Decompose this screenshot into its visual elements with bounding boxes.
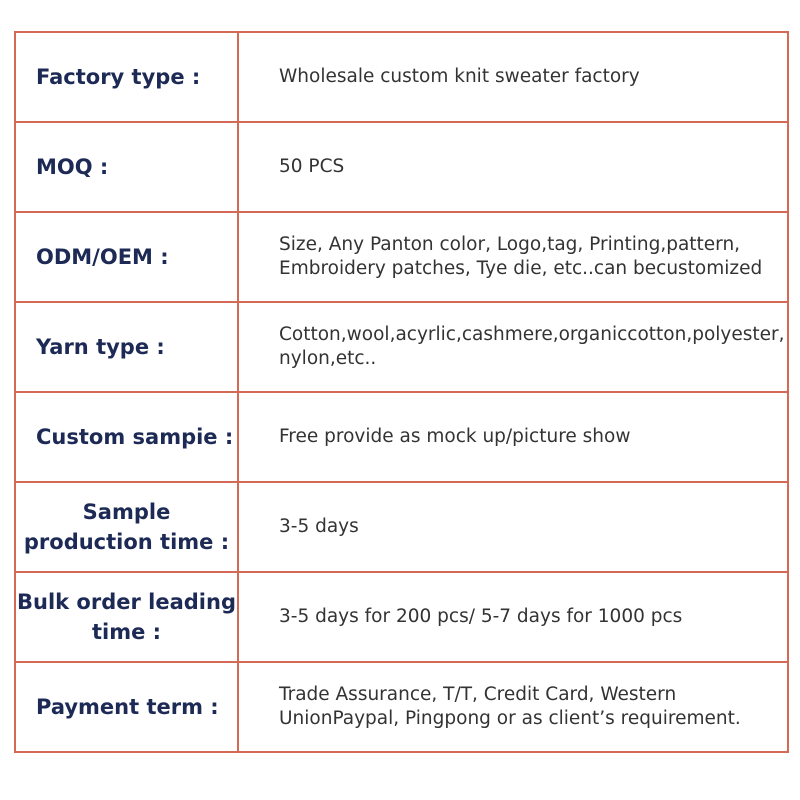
- row-value-cell: [238, 572, 788, 662]
- factory-type-label: Factory type :: [36, 65, 201, 89]
- table-row-factory-type: [15, 32, 788, 122]
- row-label-cell: [15, 302, 238, 392]
- row-label-cell: [15, 572, 238, 662]
- row-value-cell: [238, 122, 788, 212]
- custom-sample-value: Free provide as mock up/picture show: [279, 426, 631, 447]
- payment-term-value: Trade Assurance, T/T, Credit Card, Western UnionPaypal, Pingpong or as client’s requirement.: [279, 684, 741, 729]
- row-value-cell: [238, 32, 788, 122]
- yarn-type-value: Cotton,wool,acyrlic,cashmere,organiccotton,polyester, nylon,etc..: [279, 324, 785, 369]
- odm-oem-label: ODM/OEM :: [36, 245, 169, 269]
- table-row-payment-term: [15, 662, 788, 752]
- product-spec-table: [14, 31, 789, 753]
- sample-production-time-label: Sample production time :: [23, 500, 230, 554]
- moq-value: 50 PCS: [279, 156, 345, 177]
- row-value-cell: [238, 392, 788, 482]
- moq-label: MOQ :: [36, 155, 109, 179]
- row-label-cell: [15, 32, 238, 122]
- row-label-cell: [15, 482, 238, 572]
- row-value-cell: [238, 482, 788, 572]
- bulk-order-leading-time-value: 3-5 days for 200 pcs/ 5-7 days for 1000 pcs: [279, 606, 683, 627]
- row-value-cell: [238, 302, 788, 392]
- table-row-odm-oem: [15, 212, 788, 302]
- yarn-type-label: Yarn type :: [36, 335, 165, 359]
- row-label-cell: [15, 392, 238, 482]
- sample-production-time-value: 3-5 days: [279, 516, 359, 537]
- custom-sample-label: Custom sampie :: [36, 425, 234, 449]
- payment-term-label: Payment term :: [36, 695, 219, 719]
- row-value-cell: [238, 212, 788, 302]
- table-row-yarn-type: [15, 302, 788, 392]
- bulk-order-leading-time-label: Bulk order leading time :: [17, 590, 236, 644]
- table-row-bulk-order-leading-time: [15, 572, 788, 662]
- factory-type-value: Wholesale custom knit sweater factory: [279, 66, 640, 87]
- row-value-cell: [238, 662, 788, 752]
- table-row-sample-production-time: [15, 482, 788, 572]
- table-row-moq: [15, 122, 788, 212]
- table-row-custom-sample: [15, 392, 788, 482]
- odm-oem-value: Size, Any Panton color, Logo,tag, Printing,pattern, Embroidery patches, Tye die, etc..can becustomized: [279, 234, 763, 279]
- row-label-cell: [15, 122, 238, 212]
- row-label-cell: [15, 662, 238, 752]
- row-label-cell: [15, 212, 238, 302]
